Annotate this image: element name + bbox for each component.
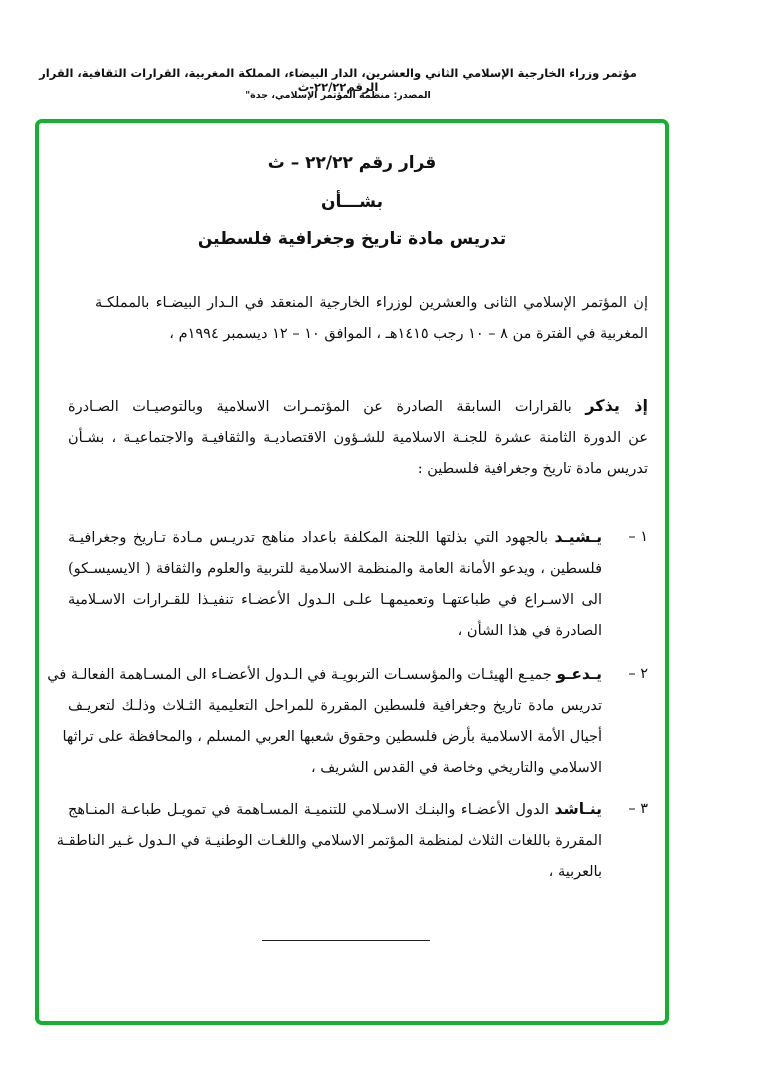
clause-line: فلسطين ، ويدعو الأمانة العامة والمنظمة الاسلامية للتربية والعلوم والثقافة ( الايسيسـكو)	[68, 561, 602, 577]
resolution-subject: تدريس مادة تاريخ وجغرافية فلسطين	[197, 229, 507, 249]
document-source-header: مؤتمر وزراء الخارجية الإسلامي الثاني والعشرين، الدار البيضاء، المملكة المغربية، القرارات الثقافية، القرار الرقم٢٢/٢٢-ث	[39, 66, 637, 94]
clause-line: تدريس مادة تاريخ وجغرافية فلسطين المقررة للمراحل التعليمية الثـلاث وذلـك لتعريـف	[68, 698, 602, 714]
intro-paragraph	[95, 288, 648, 350]
clause-number: ١ –	[628, 529, 648, 545]
intro-line: المغربية في الفترة من ٨ – ١٠ رجب ١٤١٥هـ ، الموافق ١٠ – ١٢ ديسمبر ١٩٩٤م ،	[169, 326, 648, 342]
clause-number: ٢ –	[628, 666, 648, 682]
clause-keyword: ينـاشد	[554, 800, 602, 818]
recall-line-text: بالقرارات السابقة الصادرة عن المؤتمـرات الاسلامية وبالتوصيـات الصـادرة	[68, 399, 572, 415]
clause-keyword: يـشيـد	[554, 528, 603, 546]
clause-line-text: بالجهود التي بذلتها اللجنة المكلفة باعداد مناهج تدريـس مـادة تـاريخ وجغرافيـة	[68, 530, 549, 546]
clause-line: الى الاسـراع في طباعتهـا وتعميمهـا علـى الـدول الأعضـاء تنفيـذا للقـرارات الاسـلامية	[68, 592, 602, 608]
clause-body	[47, 659, 602, 784]
recall-line	[68, 390, 648, 423]
clause-line-text: جميـع الهيئـات والمؤسسـات التربويـة في الـدول الأعضـاء الى المسـاهمة الفعالـة في	[47, 667, 552, 683]
recall-keyword: إذ يذكر	[585, 396, 649, 415]
recall-line: تدريس مادة تاريخ وجغرافية فلسطين :	[417, 461, 648, 477]
clause-line: بالعربية ،	[548, 864, 602, 880]
clause-line: الصادرة في هذا الشأن ،	[457, 623, 602, 639]
intro-line: إن المؤتمر الإسلامي الثانى والعشرين لوزراء الخارجية المنعقد في الـدار البيضـاء بالمملكـة	[95, 295, 648, 311]
end-divider-line	[262, 940, 430, 941]
clause-line	[68, 522, 602, 554]
recall-paragraph	[68, 390, 648, 485]
clause-line	[47, 659, 602, 691]
resolution-subject-label: بشـــأن	[320, 192, 383, 212]
document-source-note: المصدر: منظمة المؤتمر الإسلامي، جدة"	[245, 90, 431, 101]
clause-line: أجيال الأمة الاسلامية بأرض فلسطين وحقوق شعبها العربي المسلم ، والمحافظة على تراثها	[62, 729, 602, 745]
clause-line: الاسلامي والتاريخي وخاصة في القدس الشريف ،	[310, 760, 602, 776]
clause-line	[68, 794, 602, 826]
clause-line-text: الدول الأعضـاء والبنـك الاسـلامي للتنميـة المسـاهمة في تمويـل طباعـة المنـاهج	[68, 802, 550, 818]
resolution-title: قرار رقم ٢٢/٢٢ – ث	[267, 153, 437, 173]
clause-keyword: يـدعـو	[556, 665, 602, 683]
clause-line: المقررة باللغات الثلاث لمنظمة المؤتمر الاسلامي واللغـات الوطنيـة في الـدول غـير الناطقـة	[56, 833, 602, 849]
clause-body	[68, 522, 602, 647]
clause-number: ٣ –	[628, 801, 648, 817]
recall-line: عن الدورة الثامنة عشرة للجنـة الاسلامية للشـؤون الاقتصاديـة والثقافيـة والاجتماعيـة ، بشـأن	[68, 430, 648, 446]
clause-body	[56, 794, 602, 888]
